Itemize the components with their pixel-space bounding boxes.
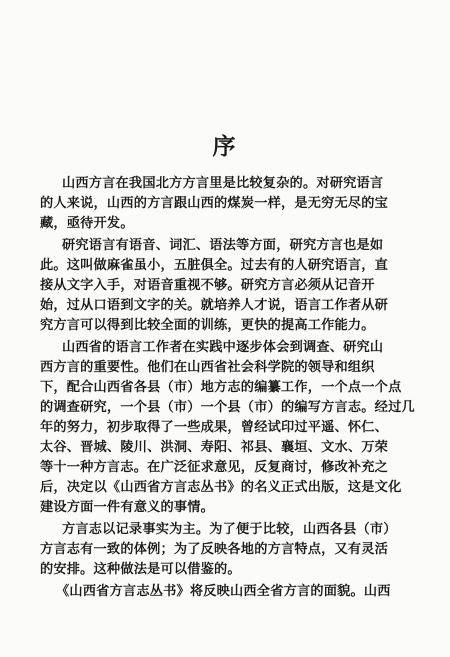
text-line-18: 方言志以记录事实为主。为了便于比较，山西各县（市） bbox=[62, 522, 397, 537]
text-line-7: 始，过从口语到文字的关。就培养人才说，语言工作者从研 bbox=[40, 298, 389, 313]
text-line-6: 接从文字入手，对语音重视不够。研究方言必须从记音开 bbox=[40, 278, 375, 293]
text-line-10: 西方言的重要性。他们在山西省社会科学院的领导和组织 bbox=[40, 360, 375, 375]
text-line-12: 的调查研究，一个县（市）一个县（市）的编写方言志。经过几 bbox=[40, 400, 415, 415]
text-line-17: 建设方面一件有意义的事情。 bbox=[40, 500, 215, 515]
text-line-8: 究方言可以得到比较全面的训练，更快的提高工作能力。 bbox=[40, 318, 375, 333]
text-line-3: 藏，亟待开发。 bbox=[40, 216, 134, 231]
text-line-14: 太谷、晋城、陵川、洪洞、寿阳、祁县、襄垣、文水、万荣 bbox=[40, 440, 389, 455]
text-line-4: 研究语言有语音、词汇、语法等方面，研究方言也是如 bbox=[62, 238, 384, 253]
page-title: 序 bbox=[212, 133, 238, 160]
text-line-19: 方言志有一致的体例；为了反映各地的方言特点，又有灵活 bbox=[40, 542, 389, 557]
text-line-20: 的安排。这种做法是可以借鉴的。 bbox=[40, 562, 241, 577]
text-line-9: 山西省的语言工作者在实践中逐步体会到调查、研究山 bbox=[62, 340, 384, 355]
text-line-13: 年的努力，初步取得了一些成果，曾经试印过平遥、怀仁、 bbox=[40, 420, 389, 435]
text-line-15: 等十一种方言志。在广泛征求意见，反复商讨，修改补充之 bbox=[40, 460, 389, 475]
text-line-21: 《山西省方言志丛书》将反映山西全省方言的面貌。山西 bbox=[56, 584, 391, 599]
text-line-1: 山西方言在我国北方方言里是比较复杂的。对研究语言 bbox=[62, 176, 384, 191]
text-line-5: 此。这叫做麻雀虽小，五脏俱全。过去有的人研究语言，直 bbox=[40, 258, 389, 273]
text-line-16: 后，决定以《山西省方言志丛书》的名义正式出版，这是文化 bbox=[40, 480, 402, 495]
text-line-2: 的人来说，山西的方言跟山西的煤炭一样，是无穷无尽的宝 bbox=[40, 196, 389, 211]
text-line-11: 下，配合山西省各县（市）地方志的编纂工作，一个点一个点 bbox=[40, 380, 402, 395]
